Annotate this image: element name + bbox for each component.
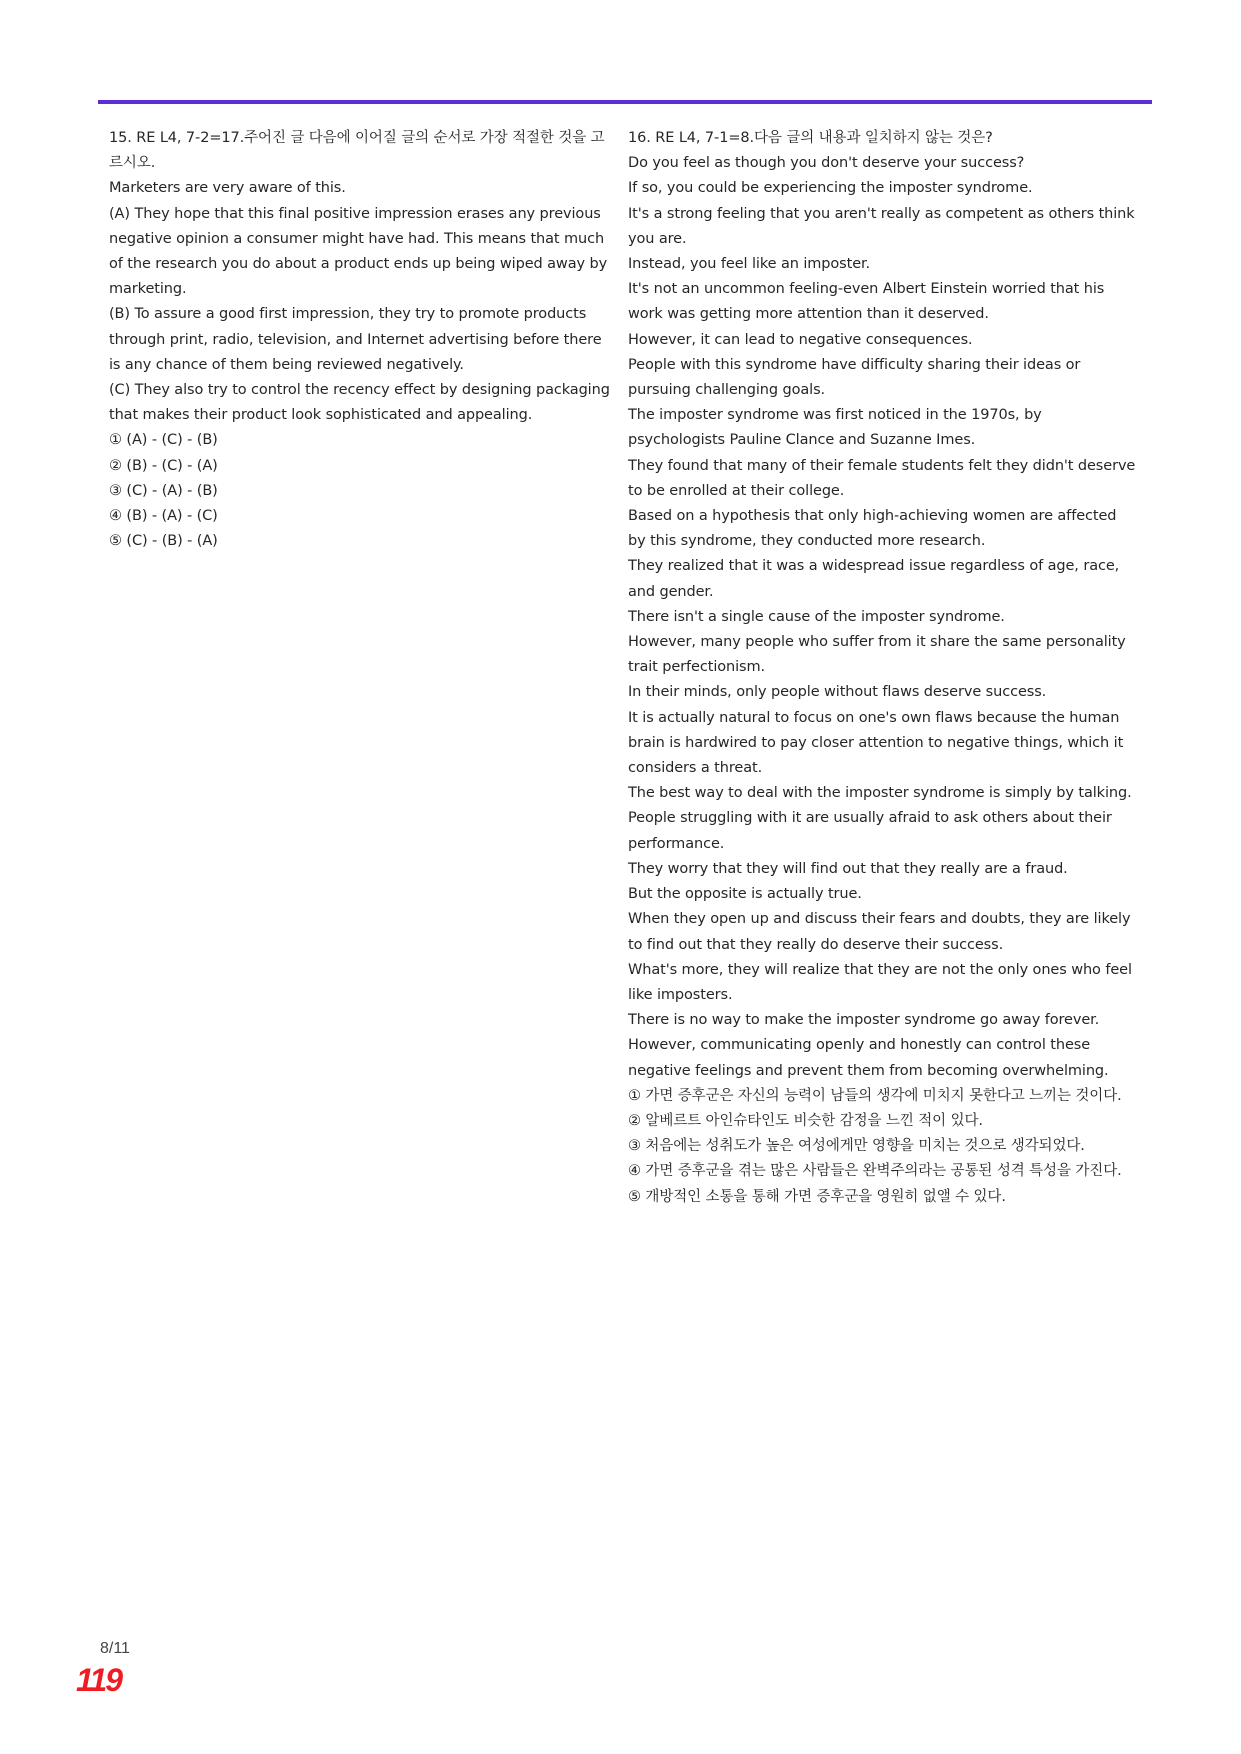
passage-sentence: However, communicating openly and honestly can control these negative feelings and prevent them from becoming overwhelming.	[628, 1037, 1109, 1079]
passage-sentence: Based on a hypothesis that only high-achieving women are affected by this syndrome, they conducted more research.	[628, 508, 1121, 550]
passage-sentence: It is actually natural to focus on one's own flaws because the human brain is hardwired to pay closer attention to negative things, which it considers a threat.	[628, 709, 1128, 777]
passage-sentence: People struggling with it are usually afraid to ask others about their performance.	[628, 810, 1117, 852]
given-sentence: Marketers are very aware of this.	[109, 180, 346, 197]
passage-sentence: It's a strong feeling that you aren't really as competent as others think you are.	[628, 205, 1140, 247]
answer-option-5: ⑤ 개방적인 소통을 통해 가면 증후군을 영원히 없앨 수 있다.	[628, 1188, 1006, 1205]
question-16	[628, 126, 1138, 1210]
passage-sentence: However, many people who suffer from it share the same personality trait perfectionism.	[628, 634, 1131, 676]
passage-sentence: But the opposite is actually true.	[628, 886, 862, 903]
passage-sentence: It's not an uncommon feeling-even Albert Einstein worried that his work was getting more attention than it deserved.	[628, 281, 1109, 323]
passage-sentence: They realized that it was a widespread issue regardless of age, race, and gender.	[628, 558, 1124, 600]
passage-sentence: People with this syndrome have difficulty sharing their ideas or pursuing challenging goals.	[628, 356, 1085, 399]
paragraph-a: (A) They hope that this final positive impression erases any previous negative opinion a consumer might have had. This means that much of the research you do about a product ends up being wiped away by marketing.	[109, 205, 612, 298]
brand-logo: 119	[76, 1662, 122, 1698]
page-indicator: 8/11	[100, 1640, 130, 1657]
paragraph-c: (C) They also try to control the recency effect by designing packaging that makes their product look sophisticated and appealing.	[109, 382, 615, 424]
question-15-title: 15. RE L4, 7-2=17.주어진 글 다음에 이어질 글의 순서로 가장 적절한 것을 고르시오.	[109, 130, 605, 172]
paragraph-b: (B) To assure a good first impression, they try to promote products through print, radio, television, and Internet advertising before there is any chance of them being reviewed negatively.	[109, 306, 607, 373]
answer-option-3: ③ (C) - (A) - (B)	[109, 482, 218, 499]
passage-sentence: They worry that they will find out that they really are a fraud.	[628, 860, 1068, 877]
passage-sentence: When they open up and discuss their fears and doubts, they are likely to find out that they really do deserve their success.	[628, 911, 1135, 953]
passage-sentence: The imposter syndrome was first noticed in the 1970s, by psychologists Pauline Clance and Suzanne Imes.	[628, 407, 1047, 449]
answer-option-1: ① (A) - (C) - (B)	[109, 432, 218, 449]
answer-option-4: ④ (B) - (A) - (C)	[109, 508, 218, 525]
passage-sentence: What's more, they will realize that they are not the only ones who feel like imposters.	[628, 961, 1137, 1003]
passage-sentence: Instead, you feel like an imposter.	[628, 256, 871, 273]
passage-sentence: They found that many of their female students felt they didn't deserve to be enrolled at their college.	[628, 457, 1140, 499]
answer-option-3: ③ 처음에는 성취도가 높은 여성에게만 영향을 미치는 것으로 생각되었다.	[628, 1138, 1085, 1155]
answer-option-5: ⑤ (C) - (B) - (A)	[109, 533, 218, 550]
passage-sentence: If so, you could be experiencing the imposter syndrome.	[628, 180, 1033, 197]
passage-sentence: Do you feel as though you don't deserve your success?	[628, 155, 1025, 172]
passage-sentence: However, it can lead to negative consequences.	[628, 331, 973, 348]
header-rule	[98, 100, 1152, 104]
passage-sentence: The best way to deal with the imposter syndrome is simply by talking.	[628, 785, 1132, 802]
answer-option-4: ④ 가면 증후군을 겪는 많은 사람들은 완벽주의라는 공통된 성격 특성을 가진다.	[628, 1163, 1122, 1180]
answer-option-2: ② (B) - (C) - (A)	[109, 457, 218, 474]
answer-option-2: ② 알베르트 아인슈타인도 비슷한 감정을 느낀 적이 있다.	[628, 1112, 983, 1129]
passage-sentence: There is no way to make the imposter syndrome go away forever.	[628, 1012, 1100, 1029]
passage-sentence: In their minds, only people without flaws deserve success.	[628, 684, 1047, 701]
question-16-title: 16. RE L4, 7-1=8.다음 글의 내용과 일치하지 않는 것은?	[628, 130, 993, 146]
passage-sentence: There isn't a single cause of the imposter syndrome.	[628, 608, 1005, 625]
answer-option-1: ① 가면 증후군은 자신의 능력이 남들의 생각에 미치지 못한다고 느끼는 것이다.	[628, 1087, 1122, 1104]
question-15	[109, 126, 615, 554]
